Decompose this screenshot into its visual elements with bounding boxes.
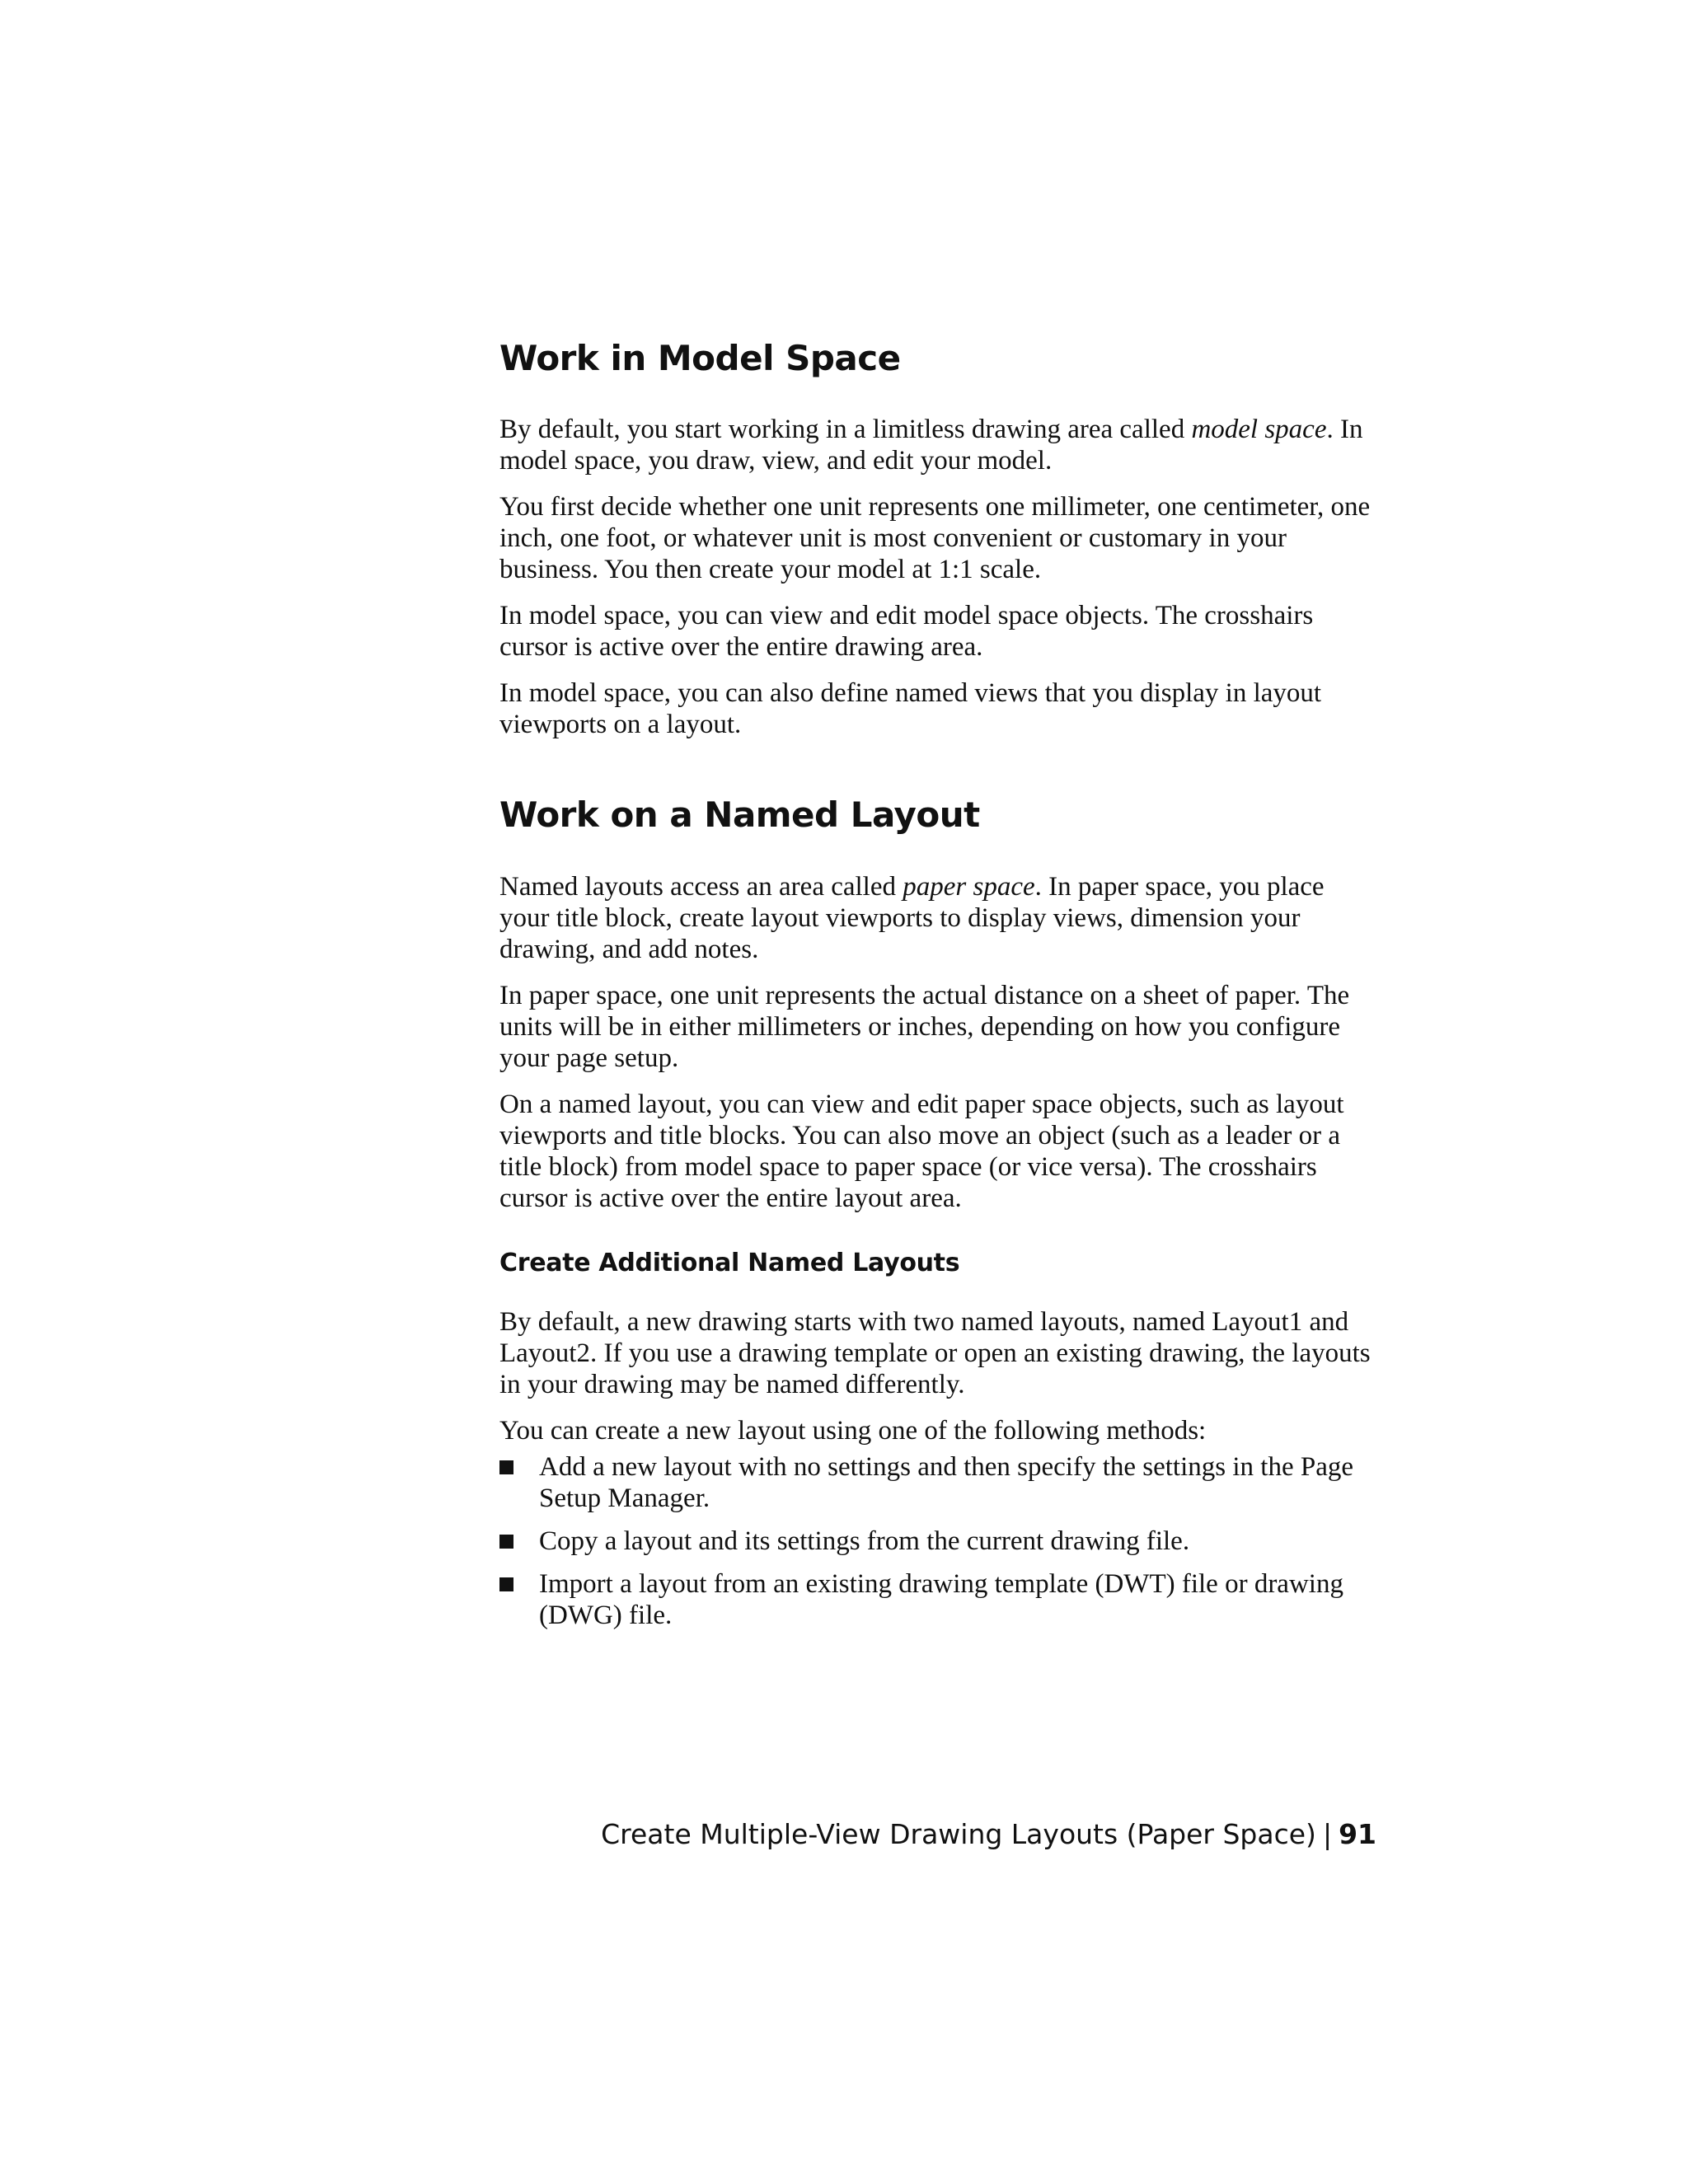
footer-chapter-title: Create Multiple-View Drawing Layouts (Paper Space): [601, 1818, 1316, 1850]
list-item: Import a layout from an existing drawing template (DWT) file or drawing (DWG) file.: [499, 1568, 1376, 1631]
page-footer: [601, 1818, 1376, 1851]
paragraph: In model space, you can view and edit model space objects. The crosshairs cursor is active over the entire drawing area.: [499, 601, 1314, 663]
section-heading-model-space: Work in Model Space: [499, 338, 901, 378]
square-bullet-icon: [499, 1535, 513, 1549]
paragraph: In model space, you can also define named views that you display in layout viewports on a layout.: [499, 678, 1322, 740]
footer-separator: |: [1322, 1818, 1333, 1850]
paragraph: By default, you start working in a limitless drawing area called model space. In model space, you draw, view, and edit your model.: [499, 415, 1363, 476]
emphasis-term: model space: [1191, 415, 1327, 445]
subsection-heading: Create Additional Named Layouts: [499, 1248, 960, 1277]
list-item: Add a new layout with no settings and then specify the settings in the Page Setup Manager.: [499, 1451, 1376, 1514]
paragraph: By default, a new drawing starts with two named layouts, named Layout1 and Layout2. If you use a drawing template or open an existing drawing, the layouts in your drawing may be named differently.: [499, 1306, 1371, 1399]
square-bullet-icon: [499, 1460, 513, 1474]
list-item: Copy a layout and its settings from the current drawing file.: [499, 1526, 1376, 1557]
page-number: 91: [1339, 1818, 1376, 1850]
paragraph: You can create a new layout using one of the following methods:: [499, 1415, 1207, 1446]
paragraph: In paper space, one unit represents the actual distance on a sheet of paper. The units will be in either millimeters or inches, depending on how you configure your page setup.: [499, 980, 1350, 1073]
bullet-list: [499, 1451, 1376, 1631]
page-content: [499, 338, 1376, 1643]
square-bullet-icon: [499, 1577, 513, 1591]
paragraph: Named layouts access an area called paper space. In paper space, you place your title block, create layout viewports to display views, dimension your drawing, and add notes.: [499, 871, 1325, 964]
section-heading-named-layout: Work on a Named Layout: [499, 794, 980, 836]
paragraph: On a named layout, you can view and edit paper space objects, such as layout viewports and title blocks. You can also move an object (such as a leader or a title block) from model space to paper space (or vice versa). The crosshairs cursor is active over the entire layout area.: [499, 1089, 1344, 1213]
paragraph: You first decide whether one unit represents one millimeter, one centimeter, one inch, one foot, or whatever unit is most convenient or customary in your business. You then create your model at 1:1 scale.: [499, 492, 1371, 585]
emphasis-term: paper space: [903, 871, 1035, 902]
